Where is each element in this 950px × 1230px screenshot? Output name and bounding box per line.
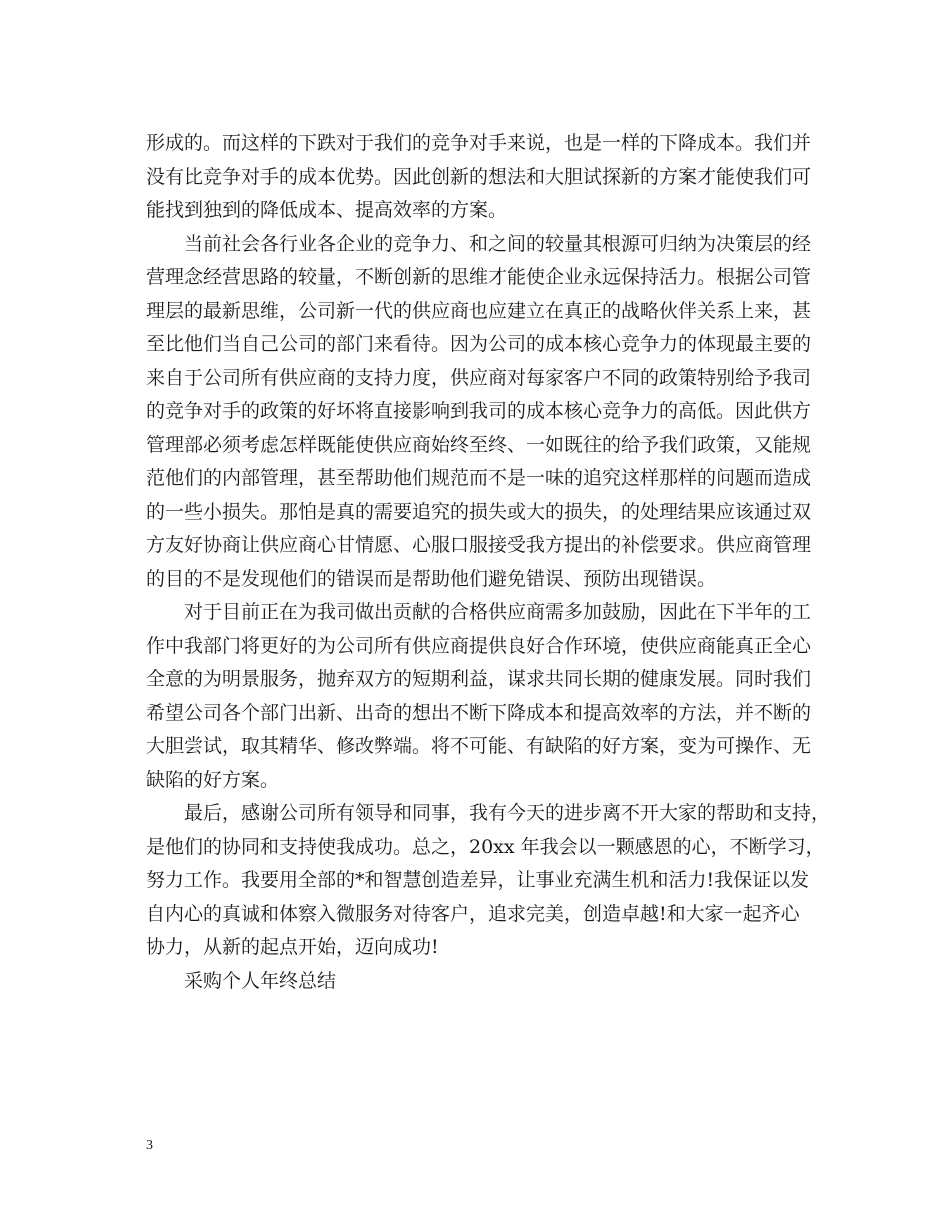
body-text [146,127,831,998]
text-line: 方友好协商让供应商心甘情愿、心服口服接受我方提出的补偿要求。供应商管理 [146,534,812,556]
text-line: 范他们的内部管理，甚至帮助他们规范而不是一味的追究这样那样的问题而造成 [146,467,812,489]
paragraph-start-line: 对于目前正在为我司做出贡献的合格供应商需多加鼓励，因此在下半年的工 [184,601,812,623]
text-line: 希望公司各个部门出新、出奇的想出不断下降成本和提高效率的方法，并不断的 [146,701,812,724]
text-line: 的一些小损失。那怕是真的需要追究的损失或大的损失，的处理结果应该通过双 [146,500,812,523]
text-line: 至比他们当自己公司的部门来看待。因为公司的成本核心竞争力的体现最主要的 [146,333,812,355]
text-line: 是他们的协同和支持使我成功。总之，20xx 年我会以一颗感恩的心，不断学习， [146,835,825,858]
paragraph-start-line: 最后，感谢公司所有领导和同事，我有今天的进步离不开大家的帮助和支持， [184,802,831,824]
text-line: 大胆尝试，取其精华、修改弊端。将不可能、有缺陷的好方案，变为可操作、无 [146,735,812,757]
text-line: 形成的。而这样的下跌对于我们的竞争对手来说，也是一样的下降成本。我们并 [146,132,812,154]
text-line: 来自于公司所有供应商的支持力度，供应商对每家客户不同的政策特别给予我司 [146,366,812,389]
text-line: 全意的为明景服务，抛弃双方的短期利益，谋求共同长期的健康发展。同时我们 [146,668,812,690]
text-line: 协力，从新的起点开始，迈向成功! [146,936,439,958]
text-line: 管理部必须考虑怎样既能使供应商始终至终、一如既往的给予我们政策，又能规 [146,433,812,456]
text-line: 作中我部门将更好的为公司所有供应商提供良好合作环境，使供应商能真正全心 [146,634,812,657]
text-line: 没有比竞争对手的成本优势。因此创新的想法和大胆试探新的方案才能使我们可 [146,165,812,188]
text-line: 营理念经营思路的较量，不断创新的思维才能使企业永远保持活力。根据公司管 [146,266,812,288]
text-line: 努力工作。我要用全部的*和智慧创造差异，让事业充满生机和活力!我保证以发 [146,869,810,891]
text-line: 的目的不是发现他们的错误而是帮助他们避免错误、预防出现错误。 [146,567,717,590]
text-line: 的竞争对手的政策的好坏将直接影响到我司的成本核心竞争力的高低。因此供方 [146,400,812,422]
text-line: 自内心的真诚和体察入微服务对待客户，追求完美，创造卓越!和大家一起齐心 [146,902,800,925]
section-title-line: 采购个人年终总结 [184,969,337,992]
paragraph-start-line: 当前社会各行业各企业的竞争力、和之间的较量其根源可归纳为决策层的经 [184,232,812,255]
page-number: 3 [146,1138,153,1153]
text-line: 理层的最新思维，公司新一代的供应商也应建立在真正的战略伙伴关系上来，甚 [146,299,812,322]
text-line: 缺陷的好方案。 [146,768,280,791]
text-line: 能找到独到的降低成本、提高效率的方案。 [146,199,508,221]
